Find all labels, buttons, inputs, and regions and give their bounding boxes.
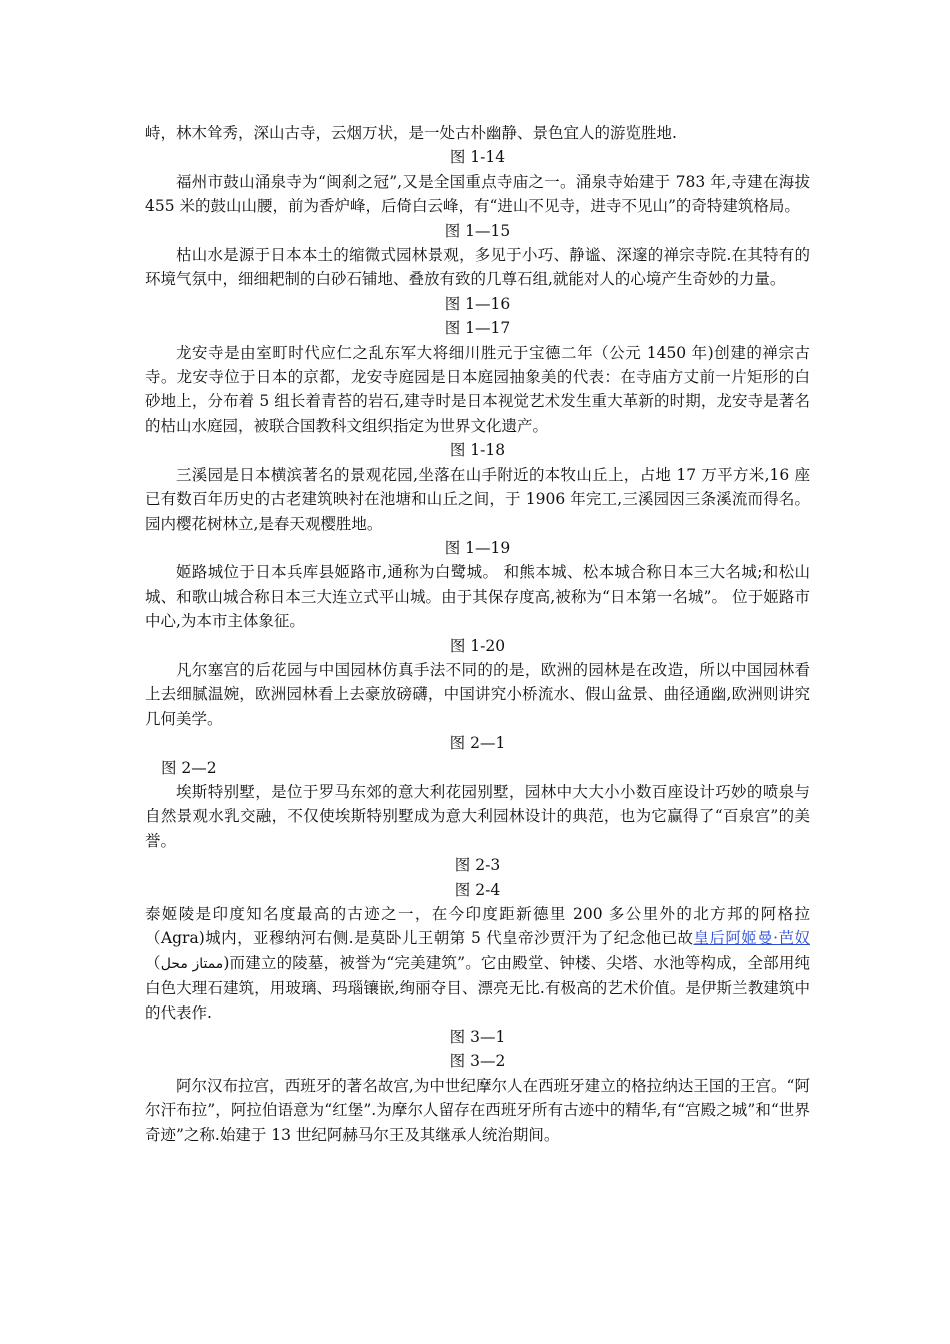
figure-caption-1-18: 图 1-18 [449,441,506,460]
figure-caption-2-1: 图 2—1 [449,734,506,753]
paragraph-himeji-castle: 姬路城位于日本兵库县姬路市,通称为白鹭城。 和熊本城、松本城合称日本三大名城;和松山城、和歌山城合称日本三大连立式平山城。由于其保存度高,被称为“日本第一名城”。 位于姬路市中心,为本市主体象征。 [145,563,810,631]
figure-caption-1-15: 图 1—15 [444,221,511,240]
figure-caption-2-4: 图 2-4 [454,880,501,899]
paragraph-taj-mahal [145,902,810,1025]
paragraph-sankeien: 三溪园是日本横滨著名的景观花园,坐落在山手附近的本牧山丘上，占地 17 万平方米,16 座已有数百年历史的古老建筑映衬在池塘和山丘之间，于 1906 年完工,三溪园因三条溪流而得名。园内樱花树林立,是春天观樱胜地。 [145,465,810,533]
taj-mahal-text-c: )而建立的陵墓，被誉为“完美建筑”。它由殿堂、钟楼、尖塔、水池等构成，全部用纯白色大理石建筑，用玻璃、玛瑙镶嵌,绚丽夺目、漂亮无比.有极高的艺术价值。是伊斯兰教建筑中的代表作. [145,953,810,1022]
figure-caption-2-2: 图 2—2 [161,758,217,777]
arabic-name: ممتاز محل [160,955,224,972]
figure-caption-3-2: 图 3—2 [449,1052,506,1071]
figure-caption-1-16: 图 1—16 [444,294,511,313]
paragraph-yongquan-temple: 福州市鼓山涌泉寺为“闽刹之冠”,又是全国重点寺庙之一。涌泉寺始建于 783 年,寺建在海拔 455 米的鼓山山腰，前为香炉峰，后倚白云峰，有“进山不见寺，进寺不见山”的奇特建筑格局。 [145,172,810,216]
paragraph-versailles: 凡尔塞宫的后花园与中国园林仿真手法不同的的是，欧洲的园林是在改造，所以中国园林看上去细腻温婉，欧洲园林看上去豪放磅礴，中国讲究小桥流水、假山盆景、曲径通幽,欧洲则讲究几何美学。 [145,660,810,728]
figure-caption-1-17: 图 1—17 [444,319,511,338]
paragraph-ryoanji: 龙安寺是由室町时代应仁之乱东军大将细川胜元于宝德二年（公元 1450 年)创建的禅宗古寺。龙安寺位于日本的京都，龙安寺庭园是日本庭园抽象美的代表：在寺庙方丈前一片矩形的白砂地上，分布着 5 组长着青苔的岩石,建寺时是日本视觉艺术发生重大革新的时期，龙安寺是著名的枯山水庭园，被联合国教科文组织指定为世界文化遗产。 [145,343,810,435]
paragraph-karesansui: 枯山水是源于日本本土的缩微式园林景观，多见于小巧、静谧、深邃的禅宗寺院.在其特有的环境气氛中，细细耙制的白砂石铺地、叠放有致的几尊石组,就能对人的心境产生奇妙的力量。 [145,246,810,289]
paragraph-villa-deste: 埃斯特别墅，是位于罗马东郊的意大利花园别墅，园林中大大小小数百座设计巧妙的喷泉与自然景观水乳交融，不仅使埃斯特别墅成为意大利园林设计的典范，也为它赢得了“百泉宫”的美誉。 [145,782,810,850]
paragraph-alhambra: 阿尔汉布拉宫，西班牙的著名故宫,为中世纪摩尔人在西班牙建立的格拉纳达王国的王宫。“阿尔汗布拉”，阿拉伯语意为“红堡”.为摩尔人留存在西班牙所有古迹中的精华,有“宫殿之城”和“世界奇迹”之称.始建于 13 世纪阿赫马尔王及其继承人统治期间。 [145,1076,810,1144]
figure-caption-1-19: 图 1—19 [444,538,511,557]
empress-link[interactable]: 皇后阿姬曼·芭奴 [693,929,810,948]
taj-mahal-text-a: 泰姬陵是印度知名度最高的古迹之一，在今印度距新德里 200 多公里外的北方邦的阿格拉（Agra)城内，亚穆纳河右侧.是莫卧儿王朝第 5 代皇帝沙贾汗为了纪念他已故 [145,905,810,948]
paragraph-continuation: 峙，林木耸秀，深山古寺，云烟万状，是一处古朴幽静、景色宜人的游览胜地. [145,124,677,142]
figure-caption-1-20: 图 1-20 [449,636,506,655]
taj-mahal-text-b: （ [145,953,161,972]
figure-caption-1-14: 图 1-14 [449,148,506,167]
figure-caption-2-3: 图 2-3 [454,856,501,875]
figure-caption-3-1: 图 3—1 [449,1028,506,1047]
